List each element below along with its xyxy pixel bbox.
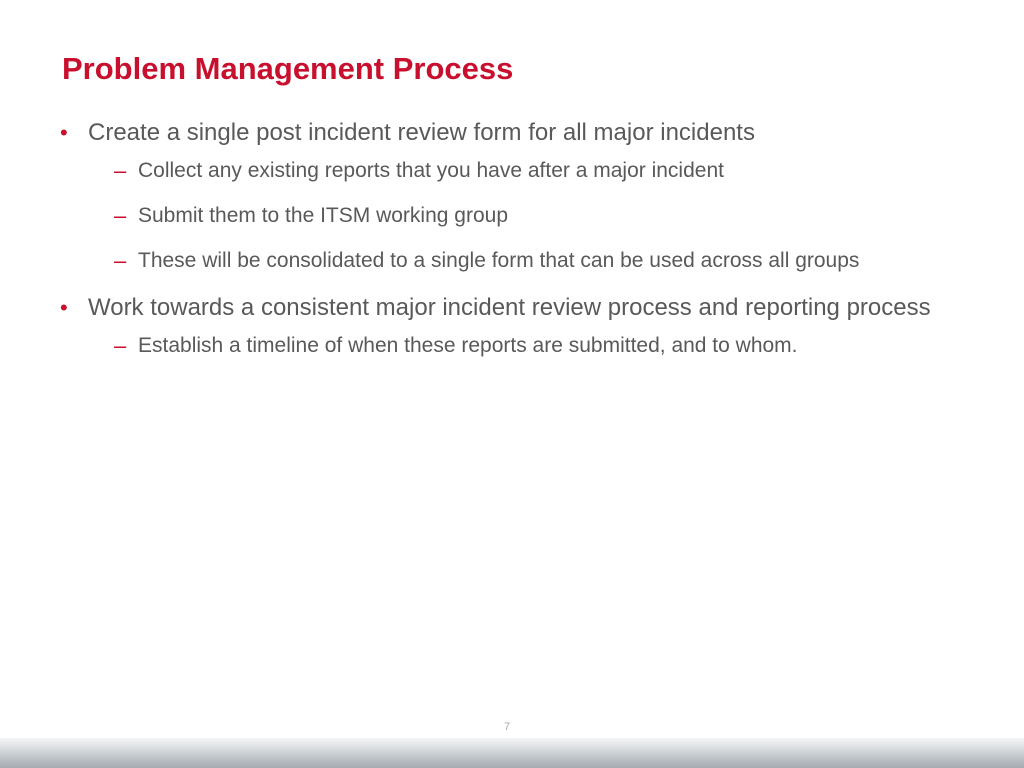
sub-bullet-item xyxy=(88,156,958,186)
bullet-item xyxy=(58,116,958,276)
bullet-text: Work towards a consistent major incident review process and reporting process xyxy=(88,294,931,321)
sub-bullet-text: These will be consolidated to a single form that can be used across all groups xyxy=(138,249,860,272)
sub-bullet-item xyxy=(88,201,958,231)
bullet-item xyxy=(58,291,958,361)
dash-marker: – xyxy=(114,333,127,358)
sub-bullet-text: Collect any existing reports that you have after a major incident xyxy=(138,159,724,182)
slide-title: Problem Management Process xyxy=(62,51,514,86)
sub-bullet-text: Submit them to the ITSM working group xyxy=(138,204,508,227)
sub-bullet-item xyxy=(88,246,958,276)
bullet-text: Create a single post incident review form for all major incidents xyxy=(88,119,755,146)
dash-marker: – xyxy=(114,248,127,273)
bullet-marker: • xyxy=(60,120,68,145)
footer-bar xyxy=(0,738,1024,768)
sub-bullet-list xyxy=(88,156,958,276)
sub-bullet-list xyxy=(88,331,958,361)
bullet-list xyxy=(58,116,958,376)
dash-marker: – xyxy=(114,203,127,228)
page-number: 7 xyxy=(504,721,511,733)
sub-bullet-item xyxy=(88,331,958,361)
bullet-marker: • xyxy=(60,295,68,320)
dash-marker: – xyxy=(114,158,127,183)
sub-bullet-text: Establish a timeline of when these reports are submitted, and to whom. xyxy=(138,334,798,357)
